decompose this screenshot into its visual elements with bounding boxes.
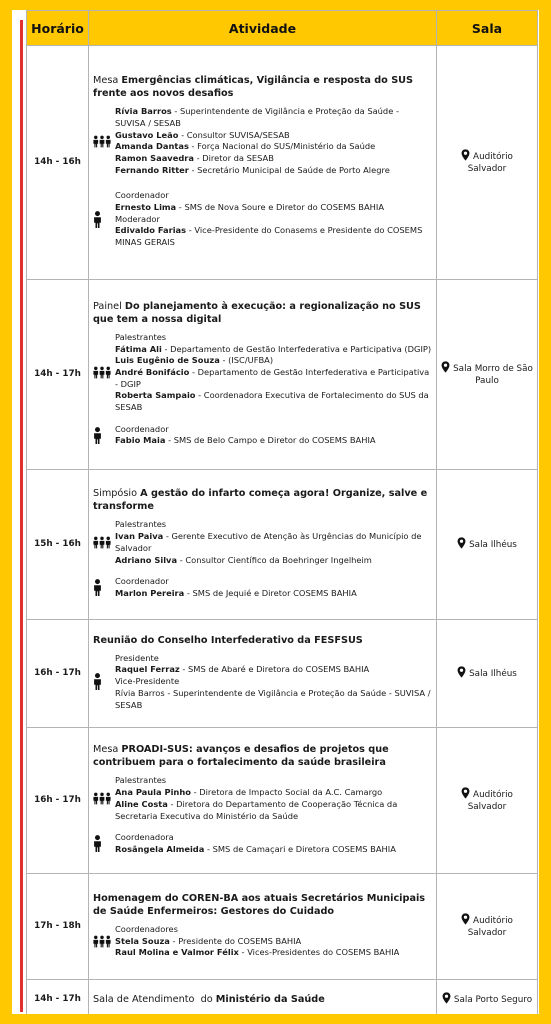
participant-line	[115, 141, 432, 153]
group-icon	[93, 534, 115, 551]
row-room	[437, 470, 538, 620]
participant-desc: - Consultor Científico da Boehringer Ingelheim	[177, 554, 372, 565]
schedule-row	[27, 874, 538, 980]
participant-name: Raul Molina e Valmor Félix	[115, 947, 239, 958]
participant-name: Fernando Ritter	[115, 164, 189, 175]
participant-name: Rosângela Almeida	[115, 843, 205, 854]
participant-desc: - Consultor SUVISA/SESAB	[178, 129, 290, 140]
person-icon	[93, 579, 115, 596]
participant-line	[115, 588, 432, 600]
participant-group	[93, 332, 432, 414]
participant-desc: - (ISC/UFBA)	[219, 355, 274, 366]
participant-line	[115, 787, 432, 799]
participant-line	[115, 555, 432, 567]
row-time: 16h - 17h	[27, 620, 89, 728]
participant-name: Raquel Ferraz	[115, 664, 180, 675]
participant-name: André Bonifácio	[115, 366, 190, 377]
participant-role: Coordenador	[115, 576, 169, 587]
schedule-row	[27, 470, 538, 620]
activity-title	[93, 634, 432, 647]
location-pin-icon	[441, 364, 453, 374]
participant-line	[115, 844, 432, 856]
participant-desc: - Diretora de Impacto Social da A.C. Camargo	[190, 787, 383, 798]
participant-lines	[115, 106, 432, 176]
activity-title	[93, 74, 432, 100]
participant-line	[115, 947, 432, 959]
participant-line	[115, 344, 432, 356]
activity-type: Painel	[93, 300, 125, 312]
activity-name: A gestão do infarto começa agora! Organize, salve e transforme	[93, 488, 428, 513]
group-icon	[93, 790, 115, 807]
group-icon	[93, 133, 115, 150]
room-name: Auditório Salvador	[467, 916, 513, 938]
participant-desc: - Departamento de Gestão Interfederativa e Participativa (DGIP)	[161, 343, 432, 354]
location-pin-icon	[461, 152, 473, 162]
participant-role: Coordenadores	[115, 923, 178, 934]
participant-desc: - Força Nacional do SUS/Ministério da Saúde	[188, 141, 376, 152]
participant-line	[115, 435, 432, 447]
activity-title	[93, 487, 432, 513]
participant-desc: - Vices-Presidentes do COSEMS BAHIA	[238, 947, 400, 958]
participant-role: Presidente	[115, 652, 159, 663]
row-activity	[89, 46, 437, 280]
location-pin-icon	[442, 995, 454, 1005]
row-time: 17h - 18h	[27, 874, 89, 980]
participant-desc: - Vice-Presidente do Conasems e Presidente do COSEMS MINAS GERAIS	[115, 225, 423, 248]
participant-group	[93, 190, 432, 249]
room-name: Auditório Salvador	[467, 152, 513, 174]
room-name: Sala Ilhéus	[469, 669, 517, 680]
row-time: 16h - 17h	[27, 728, 89, 874]
schedule-row	[27, 980, 538, 1015]
participant-desc: - Coordenadora Executiva de Fortalecimento do SUS da SESAB	[115, 390, 429, 413]
participant-desc: - Diretor da SESAB	[193, 152, 274, 163]
location-pin-icon	[461, 916, 473, 926]
activity-name: Reunião do Conselho Interfederativo da FESFSUS	[93, 634, 363, 646]
row-activity	[89, 620, 437, 728]
participant-lines	[115, 653, 432, 712]
participant-role: Rívia Barros - Superintendente de Vigilância e Proteção da Saúde - SUVISA / SESAB	[115, 687, 431, 710]
participant-name: Ernesto Lima	[115, 202, 177, 213]
participant-group	[93, 519, 432, 566]
participant-name: Aline Costa	[115, 798, 168, 809]
participant-desc: - Departamento de Gestão Interfederativa e Participativa - DGIP	[115, 366, 430, 389]
person-icon	[93, 427, 115, 444]
participant-name: Edivaldo Farias	[115, 225, 187, 236]
activity-type: Mesa	[93, 744, 122, 756]
participant-line	[115, 130, 432, 142]
location-pin-icon	[457, 540, 469, 550]
row-time: 15h - 16h	[27, 470, 89, 620]
participant-role: Coordenadora	[115, 832, 174, 843]
participant-desc: - Presidente do COSEMS BAHIA	[169, 935, 302, 946]
participant-name: Rívia Barros	[115, 106, 172, 117]
room-name: Sala Morro de São Paulo	[453, 364, 533, 386]
participant-desc: - SMS de Jequié e Diretor COSEMS BAHIA	[184, 587, 357, 598]
participant-lines	[115, 424, 432, 447]
activity-name: Homenagem do COREN-BA aos atuais Secretários Municipais de Saúde Enfermeiros: Gestores do Cuidado	[93, 892, 426, 917]
participant-lines	[115, 519, 432, 566]
participant-name: Roberta Sampaio	[115, 390, 196, 401]
row-room	[437, 280, 538, 470]
row-time: 14h - 17h	[27, 980, 89, 1015]
activity-type: Sala de Atendimento do	[93, 994, 216, 1005]
activity-name: PROADI-SUS: avanços e desafios de projetos que contribuem para o fortalecimento da saúde brasileira	[93, 744, 389, 769]
location-pin-icon	[457, 669, 469, 679]
header-room: Sala	[437, 11, 538, 46]
group-icon	[93, 933, 115, 950]
participant-role: Coordenador	[115, 190, 169, 201]
row-activity	[89, 874, 437, 980]
participant-name: Amanda Dantas	[115, 141, 189, 152]
participant-line	[115, 390, 432, 413]
red-accent-bar	[20, 20, 23, 1012]
participant-name: Ramon Saavedra	[115, 152, 194, 163]
participant-lines	[115, 332, 432, 414]
participant-name: Ana Paula Pinho	[115, 787, 191, 798]
person-icon	[93, 211, 115, 228]
participant-line	[115, 202, 432, 214]
activity-title	[93, 993, 432, 1006]
schedule-row	[27, 620, 538, 728]
participant-desc: - SMS de Camaçari e Diretora COSEMS BAHIA	[204, 843, 396, 854]
location-pin-icon	[461, 790, 473, 800]
participant-line	[115, 531, 432, 554]
activity-title	[93, 743, 432, 769]
participant-desc: - Secretário Municipal de Saúde de Porto Alegre	[188, 164, 390, 175]
participant-lines	[115, 190, 432, 249]
participant-lines	[115, 576, 432, 599]
row-activity	[89, 728, 437, 874]
person-icon	[93, 673, 115, 690]
participant-lines	[115, 924, 432, 959]
participant-line	[115, 664, 432, 676]
participant-line	[115, 165, 432, 177]
schedule-table	[26, 10, 538, 1014]
row-time: 14h - 16h	[27, 46, 89, 280]
participant-desc: - SMS de Abaré e Diretora do COSEMS BAHIA	[179, 664, 370, 675]
participant-group	[93, 106, 432, 176]
participant-role: Palestrantes	[115, 775, 167, 786]
row-room	[437, 728, 538, 874]
participant-group	[93, 924, 432, 959]
participant-role: Palestrantes	[115, 331, 167, 342]
row-room	[437, 620, 538, 728]
activity-title	[93, 300, 432, 326]
participant-name: Fabio Maia	[115, 435, 166, 446]
participant-lines	[115, 832, 432, 855]
participant-group	[93, 424, 432, 447]
person-icon	[93, 835, 115, 852]
participant-name: Marlon Pereira	[115, 587, 185, 598]
participant-desc: - SMS de Nova Soure e Diretor do COSEMS BAHIA	[176, 202, 385, 213]
participant-desc: - Gerente Executivo de Atenção às Urgências do Município de Salvador	[115, 531, 422, 553]
schedule-row	[27, 280, 538, 470]
participant-group	[93, 832, 432, 855]
participant-lines	[115, 775, 432, 822]
schedule-row	[27, 728, 538, 874]
participant-desc: - Superintendente de Vigilância e Proteção da Saúde - SUVISA / SESAB	[115, 106, 399, 128]
participant-name: Gustavo Leão	[115, 129, 179, 140]
room-name: Sala Porto Seguro	[453, 995, 533, 1006]
participant-name: Adriano Silva	[115, 554, 178, 565]
group-icon	[93, 364, 115, 381]
room-name: Sala Ilhéus	[469, 540, 517, 551]
row-time: 14h - 17h	[27, 280, 89, 470]
participant-name: Stela Souza	[115, 935, 170, 946]
participant-group	[93, 775, 432, 822]
participant-name: Ivan Paiva	[115, 531, 164, 542]
row-room	[437, 874, 538, 980]
participant-line	[115, 367, 432, 390]
participant-line	[115, 936, 432, 948]
participant-role: Vice-Presidente	[115, 676, 180, 687]
activity-title	[93, 892, 432, 918]
schedule-frame	[12, 10, 539, 1014]
participant-role: Moderador	[115, 213, 160, 224]
participant-desc: - SMS de Belo Campo e Diretor do COSEMS BAHIA	[165, 435, 376, 446]
participant-group	[93, 576, 432, 599]
participant-line	[115, 106, 432, 129]
participant-line	[115, 355, 432, 367]
room-name: Auditório Salvador	[467, 790, 513, 812]
activity-type: Mesa	[93, 75, 122, 87]
activity-name: Ministério da Saúde	[215, 994, 325, 1005]
participant-group	[93, 653, 432, 712]
activity-name: Do planejamento à execução: a regionalização no SUS que tem a nossa digital	[93, 300, 421, 325]
header-activity: Atividade	[89, 11, 437, 46]
participant-line	[115, 153, 432, 165]
row-room	[437, 980, 538, 1015]
row-activity	[89, 280, 437, 470]
participant-line	[115, 225, 432, 248]
participant-role: Palestrantes	[115, 519, 167, 530]
participant-desc: - Diretora do Departamento de Cooperação Técnica da Secretaria Executiva do Ministério da Saúde	[115, 798, 398, 821]
participant-name: Luis Eugênio de Souza	[115, 355, 220, 366]
row-activity	[89, 470, 437, 620]
participant-line	[115, 799, 432, 822]
header-time: Horário	[27, 11, 89, 46]
row-room	[437, 46, 538, 280]
participant-role: Coordenador	[115, 423, 169, 434]
participant-name: Fátima Ali	[115, 343, 162, 354]
table-header	[27, 11, 538, 46]
schedule-row	[27, 46, 538, 280]
row-activity	[89, 980, 437, 1015]
activity-type: Simpósio	[93, 488, 141, 500]
activity-name: Emergências climáticas, Vigilância e resposta do SUS frente aos novos desafios	[93, 75, 414, 100]
